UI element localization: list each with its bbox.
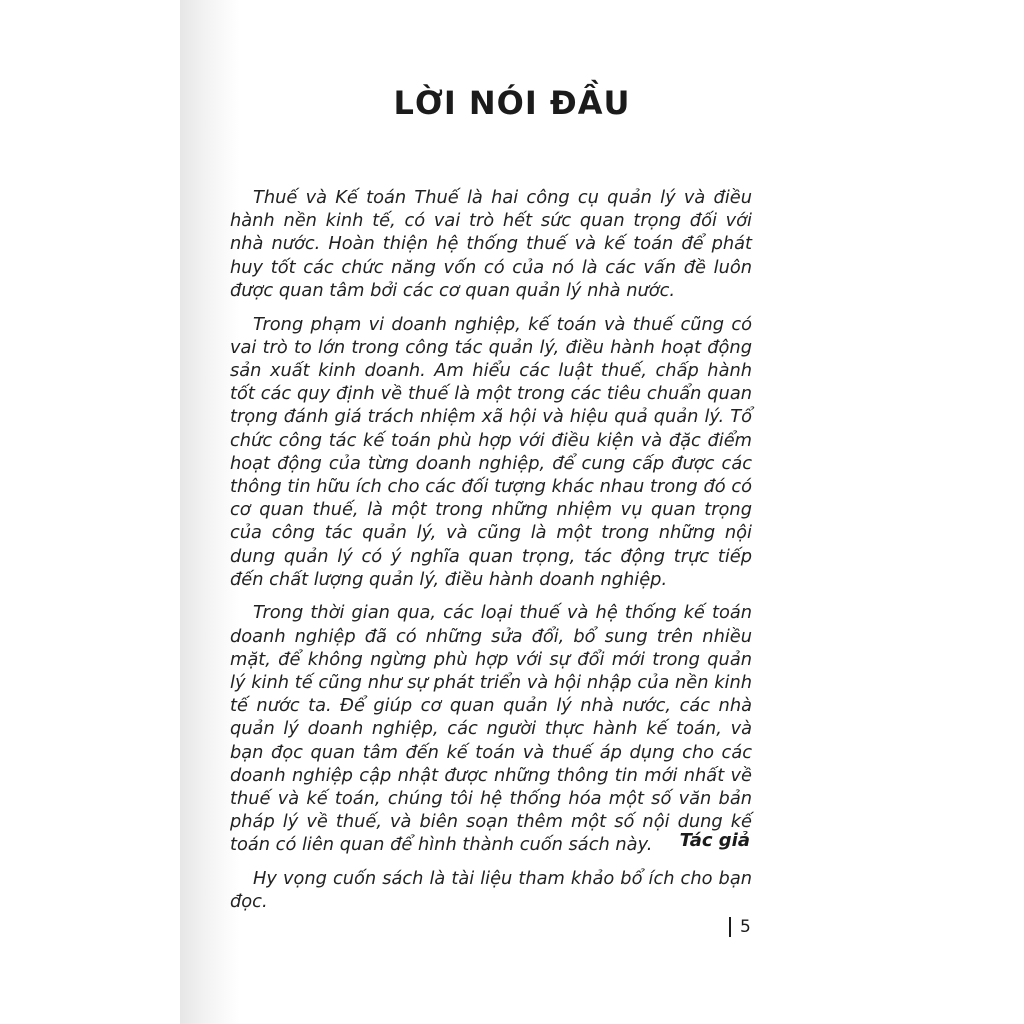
paragraph-1: Thuế và Kế toán Thuế là hai công cụ quản lý và điều hành nền kinh tế, có vai trò hết sức quan trọng đối với nhà nước. Hoàn thiện hệ thống thuế và kế toán để phát huy tốt các chức năng vốn có của nó là các vấn đề luôn được quan tâm bởi các cơ quan quản lý nhà nước. <box>230 187 752 301</box>
page-number-divider <box>729 917 731 937</box>
page-number: 5 <box>740 917 751 937</box>
paragraph-4: Hy vọng cuốn sách là tài liệu tham khảo bổ ích cho bạn đọc. <box>230 868 752 913</box>
author-signature: Tác giả <box>679 830 750 851</box>
page-number-block <box>729 917 751 937</box>
paragraph-2: Trong phạm vi doanh nghiệp, kế toán và thuế cũng có vai trò to lớn trong công tác quản lý, điều hành hoạt động sản xuất kinh doanh. Am hiểu các luật thuế, chấp hành tốt các quy định về thuế là một trong các tiêu chuẩn quan trọng đánh giá trách nhiệm xã hội và hiệu quả quản lý. Tổ chức công tác kế toán phù hợp với điều kiện và đặc điểm hoạt động của từng doanh nghiệp, để cung cấp được các thông tin hữu ích cho các đối tượng khác nhau trong đó có cơ quan thuế, là một trong những nhiệm vụ quan trọng của công tác quản lý, và cũng là một trong những nội dung quản lý có ý nghĩa quan trọng, tác động trực tiếp đến chất lượng quản lý, điều hành doanh nghiệp. <box>230 313 752 590</box>
paragraph-3: Trong thời gian qua, các loại thuế và hệ thống kế toán doanh nghiệp đã có những sửa đổi, bổ sung trên nhiều mặt, để không ngừng phù hợp với sự đổi mới trong quản lý kinh tế cũng như sự phát triển và hội nhập của nền kinh tế nước ta. Để giúp cơ quan quản lý nhà nước, các nhà quản lý doanh nghiệp, các người thực hành kế toán, và bạn đọc quan tâm đến kế toán và thuế áp dụng cho các doanh nghiệp cập nhật được những thông tin mới nhất về thuế và kế toán, chúng tôi hệ thống hóa một số văn bản pháp lý về thuế, và biên soạn thêm một số nội dung kế toán có liên quan để hình thành cuốn sách này. <box>230 602 752 856</box>
page-title: LỜI NÓI ĐẦU <box>393 84 631 122</box>
preface-body <box>230 186 752 914</box>
